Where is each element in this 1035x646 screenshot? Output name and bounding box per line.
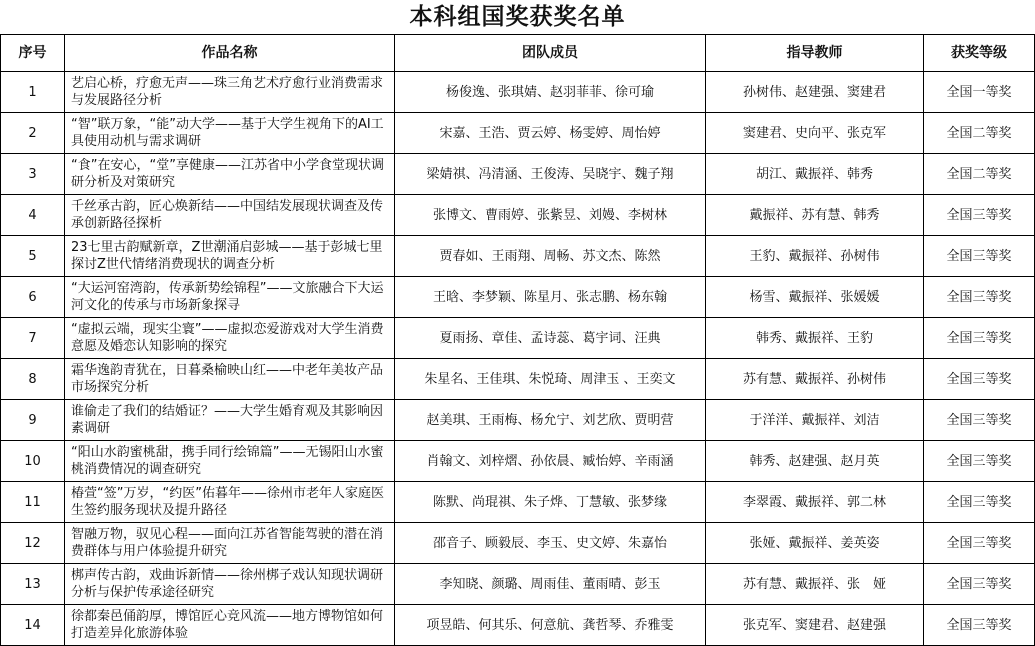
page-title: 本科组国奖获奖名单 — [409, 3, 626, 30]
cell-members: 肖翰文、刘梓熠、孙依晨、臧怡婷、辛雨涵 — [395, 441, 706, 482]
cell-work-title: 霜华逸韵青犹在，日暮桑榆映山红——中老年美妆产品市场探究分析 — [65, 359, 395, 400]
cell-members: 夏雨扬、章佳、孟诗蕊、葛宇词、汪典 — [395, 318, 706, 359]
cell-work-title: 梆声传古韵，戏曲诉新情——徐州梆子戏认知现状调研分析与保护传承途径研究 — [65, 564, 395, 605]
cell-award: 全国三等奖 — [924, 236, 1035, 277]
cell-members: 梁婧祺、冯清涵、王俊涛、吴晓宇、魏子翔 — [395, 154, 706, 195]
cell-award: 全国三等奖 — [924, 564, 1035, 605]
cell-members: 陈默、尚琨祺、朱子烨、丁慧敏、张梦缘 — [395, 482, 706, 523]
cell-no: 4 — [1, 195, 65, 236]
cell-award: 全国三等奖 — [924, 523, 1035, 564]
table-row — [1, 154, 1035, 195]
cell-members: 张博文、曹雨婷、张紫昱、刘嫚、李树林 — [395, 195, 706, 236]
cell-no: 11 — [1, 482, 65, 523]
cell-award: 全国三等奖 — [924, 318, 1035, 359]
cell-no: 5 — [1, 236, 65, 277]
cell-advisors: 窦建君、史向平、张克军 — [706, 113, 924, 154]
cell-members: 杨俊逸、张琪婧、赵羽菲菲、徐可瑜 — [395, 72, 706, 113]
cell-award: 全国二等奖 — [924, 113, 1035, 154]
cell-advisors: 苏有慧、戴振祥、孙树伟 — [706, 359, 924, 400]
cell-work-title: 艺启心桥，疗愈无声——珠三角艺术疗愈行业消费需求与发展路径分析 — [65, 72, 395, 113]
cell-award: 全国三等奖 — [924, 359, 1035, 400]
header-members: 团队成员 — [395, 35, 706, 72]
cell-work-title: 徐都秦邑俑韵厚，博馆匠心竞风流——地方博物馆如何打造差异化旅游体验 — [65, 605, 395, 646]
cell-work-title: 椿萱“签”万岁，“约医”佑暮年——徐州市老年人家庭医生签约服务现状及提升路径 — [65, 482, 395, 523]
cell-work-title: “食”在安心，“堂”享健康——江苏省中小学食堂现状调研分析及对策研究 — [65, 154, 395, 195]
cell-work-title: “阳山水韵蜜桃甜，携手同行绘锦篇”——无锡阳山水蜜桃消费情况的调查研究 — [65, 441, 395, 482]
cell-advisors: 李翠霞、戴振祥、郭二林 — [706, 482, 924, 523]
header-work: 作品名称 — [65, 35, 395, 72]
cell-work-title: 23七里古韵赋新章，Z世潮涌启彭城——基于彭城七里探讨Z世代情绪消费现状的调查分析 — [65, 236, 395, 277]
table-row — [1, 605, 1035, 646]
table-row — [1, 195, 1035, 236]
cell-members: 王晗、李梦颖、陈星月、张志鹏、杨东翰 — [395, 277, 706, 318]
cell-award: 全国三等奖 — [924, 400, 1035, 441]
cell-award: 全国三等奖 — [924, 482, 1035, 523]
cell-advisors: 韩秀、戴振祥、王豹 — [706, 318, 924, 359]
cell-members: 邵音子、顾毅辰、李玉、史文婷、朱嘉怡 — [395, 523, 706, 564]
cell-advisors: 于洋洋、戴振祥、刘洁 — [706, 400, 924, 441]
cell-award: 全国三等奖 — [924, 195, 1035, 236]
cell-work-title: “智”联万象，“能”动大学——基于大学生视角下的AI工具使用动机与需求调研 — [65, 113, 395, 154]
cell-members: 朱星名、王佳琪、朱悦琦、周津玉 、王奕文 — [395, 359, 706, 400]
cell-award: 全国三等奖 — [924, 277, 1035, 318]
cell-advisors: 戴振祥、苏有慧、韩秀 — [706, 195, 924, 236]
table-body — [1, 72, 1035, 646]
cell-award: 全国二等奖 — [924, 154, 1035, 195]
cell-advisors: 张克军、窦建君、赵建强 — [706, 605, 924, 646]
cell-members: 贾春如、王雨翔、周畅、苏文杰、陈然 — [395, 236, 706, 277]
cell-members: 宋嘉、王浩、贾云婷、杨雯婷、周怡婷 — [395, 113, 706, 154]
cell-no: 12 — [1, 523, 65, 564]
table-row — [1, 318, 1035, 359]
table-row — [1, 441, 1035, 482]
award-table — [0, 34, 1035, 646]
table-row — [1, 359, 1035, 400]
cell-members: 项昱皓、何其乐、何意航、龚哲琴、乔雅雯 — [395, 605, 706, 646]
table-row — [1, 523, 1035, 564]
table-row — [1, 564, 1035, 605]
cell-no: 9 — [1, 400, 65, 441]
cell-advisors: 胡江、戴振祥、韩秀 — [706, 154, 924, 195]
cell-no: 7 — [1, 318, 65, 359]
cell-advisors: 孙树伟、赵建强、窦建君 — [706, 72, 924, 113]
table-row — [1, 113, 1035, 154]
cell-work-title: “大运河窑湾韵，传承新势绘锦程”——文旅融合下大运河文化的传承与市场新象探寻 — [65, 277, 395, 318]
cell-award: 全国三等奖 — [924, 605, 1035, 646]
cell-advisors: 王豹、戴振祥、孙树伟 — [706, 236, 924, 277]
cell-no: 13 — [1, 564, 65, 605]
header-row — [1, 35, 1035, 72]
cell-work-title: “虚拟云端，现实尘寰”——虚拟恋爱游戏对大学生消费意愿及婚恋认知影响的探究 — [65, 318, 395, 359]
cell-award: 全国一等奖 — [924, 72, 1035, 113]
cell-no: 14 — [1, 605, 65, 646]
cell-no: 8 — [1, 359, 65, 400]
header-award: 获奖等级 — [924, 35, 1035, 72]
cell-advisors: 杨雪、戴振祥、张媛媛 — [706, 277, 924, 318]
cell-work-title: 谁偷走了我们的结婚证？——大学生婚育观及其影响因素调研 — [65, 400, 395, 441]
table-row — [1, 236, 1035, 277]
cell-no: 3 — [1, 154, 65, 195]
cell-no: 2 — [1, 113, 65, 154]
cell-no: 6 — [1, 277, 65, 318]
cell-members: 李知晓、颜璐、周雨佳、董雨晴、彭玉 — [395, 564, 706, 605]
table-row — [1, 482, 1035, 523]
table-row — [1, 277, 1035, 318]
header-advisors: 指导教师 — [706, 35, 924, 72]
cell-work-title: 千丝承古韵，匠心焕新结——中国结发展现状调查及传承创新路径探析 — [65, 195, 395, 236]
table-row — [1, 72, 1035, 113]
header-no: 序号 — [1, 35, 65, 72]
cell-work-title: 智融万物，驭见心程——面向江苏省智能驾驶的潜在消费群体与用户体验提升研究 — [65, 523, 395, 564]
cell-advisors: 韩秀、赵建强、赵月英 — [706, 441, 924, 482]
table-row — [1, 400, 1035, 441]
cell-advisors: 苏有慧、戴振祥、张 娅 — [706, 564, 924, 605]
cell-no: 10 — [1, 441, 65, 482]
cell-award: 全国三等奖 — [924, 441, 1035, 482]
cell-advisors: 张娅、戴振祥、姜英姿 — [706, 523, 924, 564]
cell-members: 赵美琪、王雨梅、杨允宁、刘艺欣、贾明营 — [395, 400, 706, 441]
cell-no: 1 — [1, 72, 65, 113]
